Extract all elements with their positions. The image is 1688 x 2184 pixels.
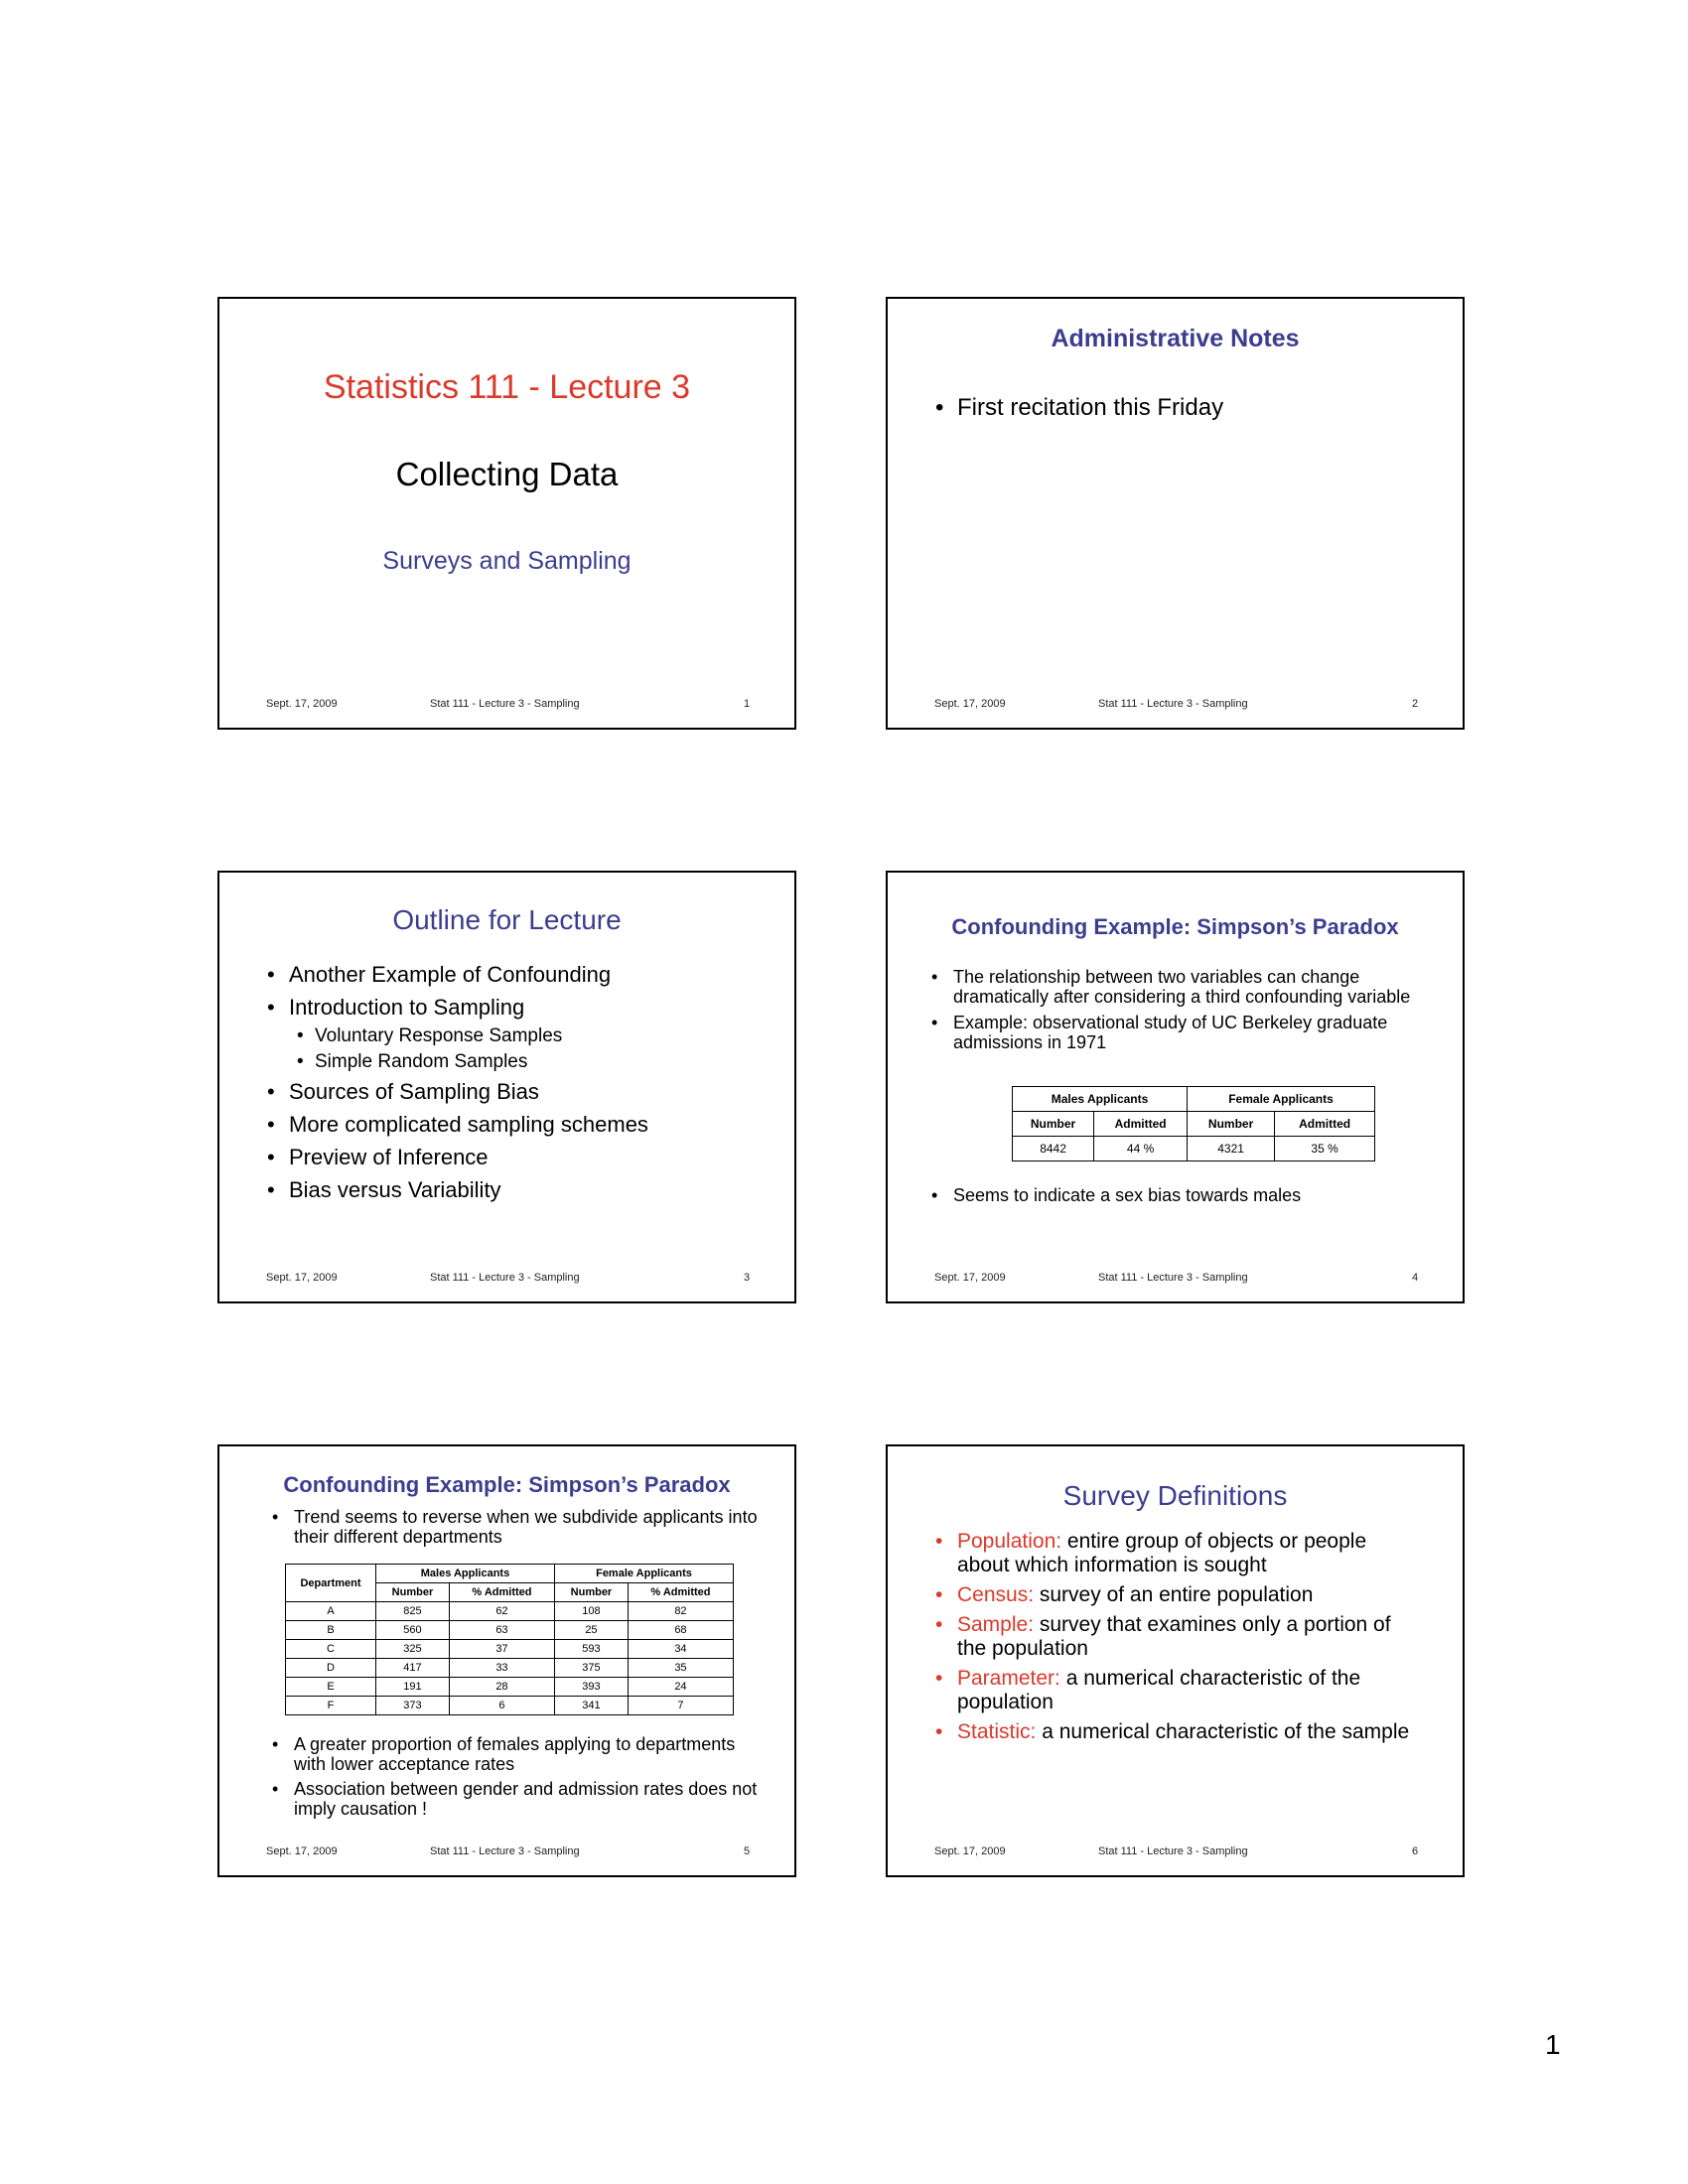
bullet-list-2 <box>953 1185 1430 1205</box>
table-column-header: Number <box>376 1583 450 1602</box>
table-cell: 35 % <box>1275 1137 1375 1161</box>
slide-title: Outline for Lecture <box>392 904 622 935</box>
footer-title: Stat 111 - Lecture 3 - Sampling <box>430 1272 580 1284</box>
table-cell: B <box>286 1621 376 1640</box>
definition-term: Census: <box>957 1583 1035 1606</box>
footer-title: Stat 111 - Lecture 3 - Sampling <box>430 1845 580 1857</box>
slide-number: 2 <box>1412 698 1419 710</box>
definition-item <box>957 1720 1424 1744</box>
bullet-list <box>289 958 648 1206</box>
table-cell: 375 <box>554 1659 628 1678</box>
table-group-header: Males Applicants <box>376 1565 555 1583</box>
table-cell: 393 <box>554 1678 628 1697</box>
table-cell: 62 <box>449 1602 554 1621</box>
table-cell: 7 <box>628 1697 733 1715</box>
bullet-list-2 <box>294 1734 761 1819</box>
footer-date: Sept. 17, 2009 <box>266 1845 338 1857</box>
definition-item <box>957 1667 1424 1714</box>
slide-title: Administrative Notes <box>1051 325 1300 352</box>
list-item: • Association between gender and admission rates does not imply causation ! <box>294 1779 761 1819</box>
slide-subtitle: Collecting Data <box>395 456 619 492</box>
table-group-header: Female Applicants <box>1188 1087 1375 1112</box>
definition-text: entire group of objects or people about which information is sought <box>957 1530 1367 1576</box>
table-cell: A <box>286 1602 376 1621</box>
table-cell: 825 <box>376 1602 450 1621</box>
footer-title: Stat 111 - Lecture 3 - Sampling <box>1098 698 1248 710</box>
table-column-header: Number <box>1188 1112 1275 1137</box>
slide-number: 3 <box>744 1272 751 1284</box>
table-group-header: Female Applicants <box>554 1565 733 1583</box>
slide-title: Survey Definitions <box>1062 1480 1288 1511</box>
list-item: • Preview of Inference <box>289 1141 648 1173</box>
list-item: • Bias versus Variability <box>289 1173 648 1206</box>
definition-item <box>957 1613 1424 1661</box>
definition-text: survey that examines only a portion of the population <box>957 1613 1391 1660</box>
footer-date: Sept. 17, 2009 <box>934 1272 1006 1284</box>
footer-date: Sept. 17, 2009 <box>266 698 338 710</box>
admissions-table <box>1012 1086 1375 1161</box>
slide-1 <box>217 297 796 730</box>
table-row <box>286 1602 734 1621</box>
footer-date: Sept. 17, 2009 <box>266 1272 338 1284</box>
table-row <box>286 1659 734 1678</box>
list-item: • Sources of Sampling Bias <box>289 1075 648 1108</box>
table-cell: 341 <box>554 1697 628 1715</box>
footer-date: Sept. 17, 2009 <box>934 1845 1006 1857</box>
table-cell: 28 <box>449 1678 554 1697</box>
list-item: • First recitation this Friday <box>957 394 1223 422</box>
slide-title: Statistics 111 - Lecture 3 <box>323 368 691 406</box>
table-cell: 6 <box>449 1697 554 1715</box>
bullet-list <box>957 394 1223 422</box>
slide-number: 1 <box>744 698 751 710</box>
table-cell: C <box>286 1640 376 1659</box>
footer-title: Stat 111 - Lecture 3 - Sampling <box>1098 1845 1248 1857</box>
table-cell: 82 <box>628 1602 733 1621</box>
table-cell: 68 <box>628 1621 733 1640</box>
slide-2 <box>886 297 1465 730</box>
slide-title: Confounding Example: Simpson’s Paradox <box>283 1472 731 1497</box>
department-table <box>285 1564 734 1715</box>
table-cell: 373 <box>376 1697 450 1715</box>
table-cell: 560 <box>376 1621 450 1640</box>
table-column-header: % Admitted <box>628 1583 733 1602</box>
table-cell: 37 <box>449 1640 554 1659</box>
table-cell: 33 <box>449 1659 554 1678</box>
slide-title: Confounding Example: Simpson’s Paradox <box>951 914 1399 939</box>
slide-number: 5 <box>744 1845 751 1857</box>
footer-date: Sept. 17, 2009 <box>934 698 1006 710</box>
slide-subsubtitle: Surveys and Sampling <box>382 547 632 575</box>
list-item: • Another Example of Confounding <box>289 958 648 991</box>
slide-number: 6 <box>1412 1845 1419 1857</box>
bullet-list <box>294 1507 761 1547</box>
definition-text: a numerical characteristic of the sample <box>1036 1720 1410 1743</box>
list-item: • The relationship between two variables can change dramatically after considering a third confounding variable <box>953 967 1430 1007</box>
table-column-header: % Admitted <box>449 1583 554 1602</box>
table-row <box>1013 1137 1375 1161</box>
list-item: • Introduction to Sampling <box>289 991 648 1024</box>
table-cell: 34 <box>628 1640 733 1659</box>
list-item: • Trend seems to reverse when we subdivide applicants into their different departments <box>294 1507 761 1547</box>
slide-5 <box>217 1444 796 1877</box>
slide-6 <box>886 1444 1465 1877</box>
definition-term: Parameter: <box>957 1667 1060 1690</box>
table-cell: 593 <box>554 1640 628 1659</box>
table-cell: D <box>286 1659 376 1678</box>
list-item: • A greater proportion of females applying to departments with lower acceptance rates <box>294 1734 761 1774</box>
table-cell: 24 <box>628 1678 733 1697</box>
slide-number: 4 <box>1412 1272 1419 1284</box>
definition-list <box>957 1530 1424 1744</box>
table-cell: 8442 <box>1013 1137 1094 1161</box>
slide-4 <box>886 871 1465 1303</box>
table-row <box>286 1678 734 1697</box>
table-cell: 44 % <box>1094 1137 1188 1161</box>
bullet-list <box>953 967 1430 1052</box>
table-cell: 325 <box>376 1640 450 1659</box>
list-item: • More complicated sampling schemes <box>289 1108 648 1141</box>
table-cell: 25 <box>554 1621 628 1640</box>
table-cell: 35 <box>628 1659 733 1678</box>
list-subitem: • Simple Random Samples <box>315 1049 648 1075</box>
definition-text: a numerical characteristic of the population <box>957 1667 1361 1713</box>
table-column-header: Admitted <box>1275 1112 1375 1137</box>
table-cell: 417 <box>376 1659 450 1678</box>
table-cell: 63 <box>449 1621 554 1640</box>
footer-title: Stat 111 - Lecture 3 - Sampling <box>1098 1272 1248 1284</box>
table-column-header: Department <box>286 1565 376 1602</box>
page-number: 1 <box>1545 2029 1561 2060</box>
slide-3 <box>217 871 796 1303</box>
table-column-header: Number <box>554 1583 628 1602</box>
table-group-header: Males Applicants <box>1013 1087 1188 1112</box>
table-cell: 108 <box>554 1602 628 1621</box>
definition-item <box>957 1583 1424 1607</box>
definition-term: Sample: <box>957 1613 1035 1636</box>
footer-title: Stat 111 - Lecture 3 - Sampling <box>430 698 580 710</box>
list-item: • Example: observational study of UC Berkeley graduate admissions in 1971 <box>953 1013 1430 1052</box>
table-row <box>286 1697 734 1715</box>
definition-term: Statistic: <box>957 1720 1037 1743</box>
list-subitem: • Voluntary Response Samples <box>315 1024 648 1049</box>
table-column-header: Number <box>1013 1112 1094 1137</box>
table-cell: 191 <box>376 1678 450 1697</box>
table-cell: E <box>286 1678 376 1697</box>
definition-item <box>957 1530 1424 1577</box>
table-cell: 4321 <box>1188 1137 1275 1161</box>
table-column-header: Admitted <box>1094 1112 1188 1137</box>
table-row <box>286 1640 734 1659</box>
definition-text: survey of an entire population <box>1034 1583 1314 1606</box>
list-item: • Seems to indicate a sex bias towards males <box>953 1185 1430 1205</box>
table-cell: F <box>286 1697 376 1715</box>
table-row <box>286 1621 734 1640</box>
definition-term: Population: <box>957 1530 1062 1553</box>
